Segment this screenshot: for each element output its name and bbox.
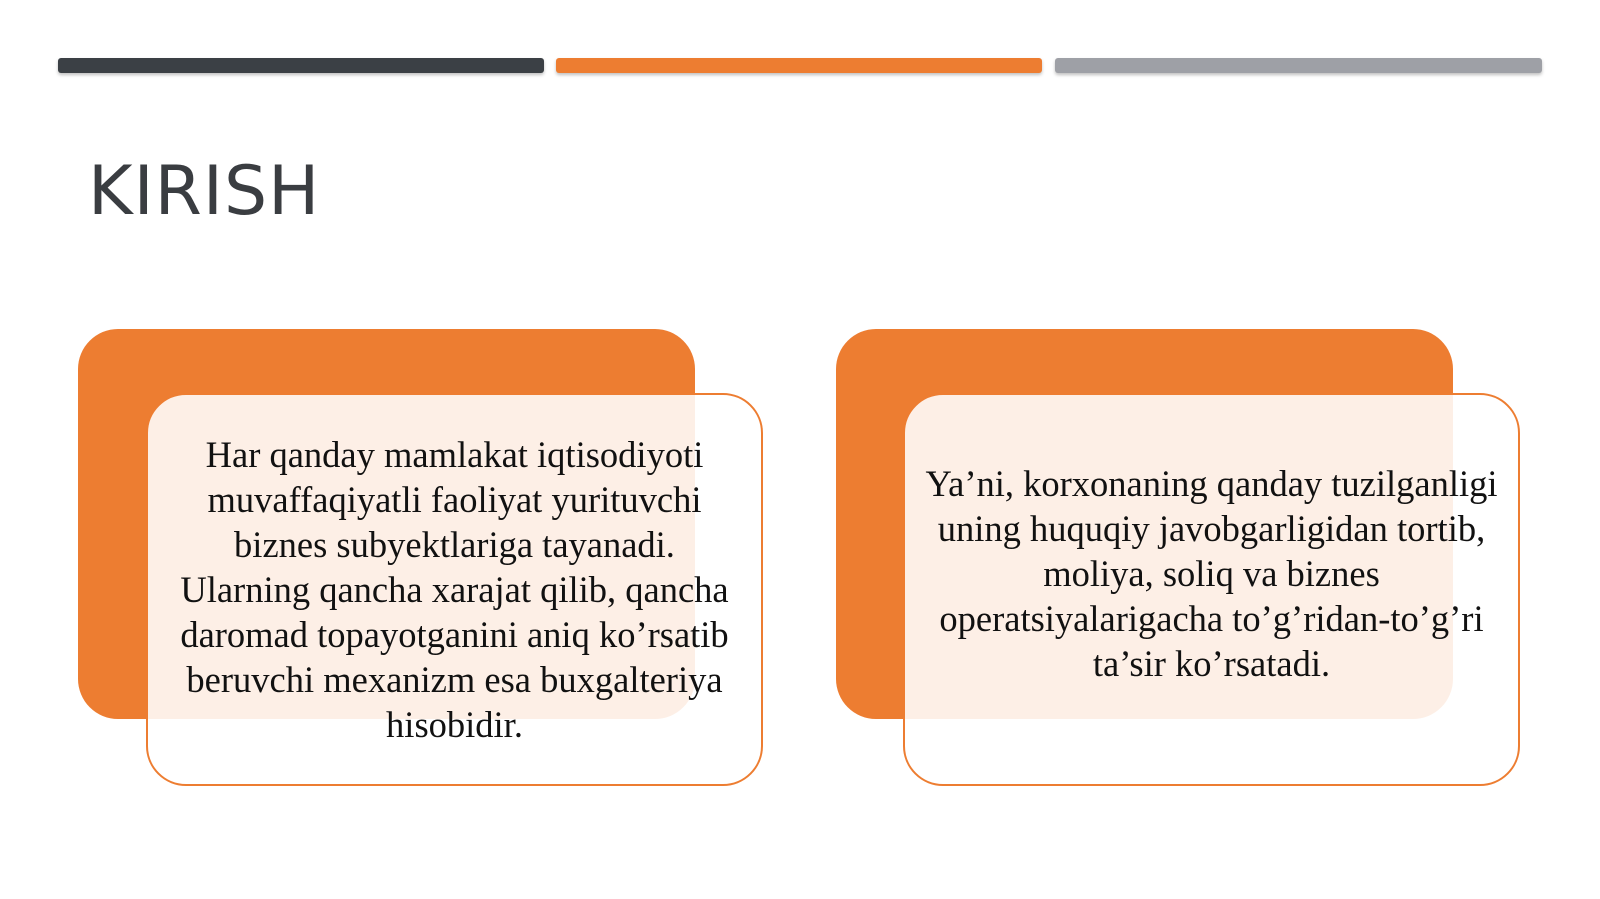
accent-bar-orange xyxy=(556,58,1042,73)
accent-bar-gray xyxy=(1055,58,1542,73)
card-text-right: Ya’ni, korxonaning qanday tuzilganligi uning huquqiy javobgarligidan tortib, moliya, soliq va biznes operatsiyalarigacha to’g’ridan-to’g’ri ta’sir ko’rsatadi. xyxy=(925,463,1498,684)
accent-bar-dark xyxy=(58,58,544,73)
text-card-right xyxy=(903,393,1520,786)
slide-title: KIRISH xyxy=(88,152,321,231)
card-text-left: Har qanday mamlakat iqtisodiyoti muvaffaqiyatli faoliyat yurituvchi biznes subyektlariga tayanadi. Ularning qancha xarajat qilib, qancha daromad topayotganini aniq ko’rsatib beruvchi mexanizm esa buxgalteriya hisobidir. xyxy=(180,434,729,745)
text-card-left xyxy=(146,393,763,786)
